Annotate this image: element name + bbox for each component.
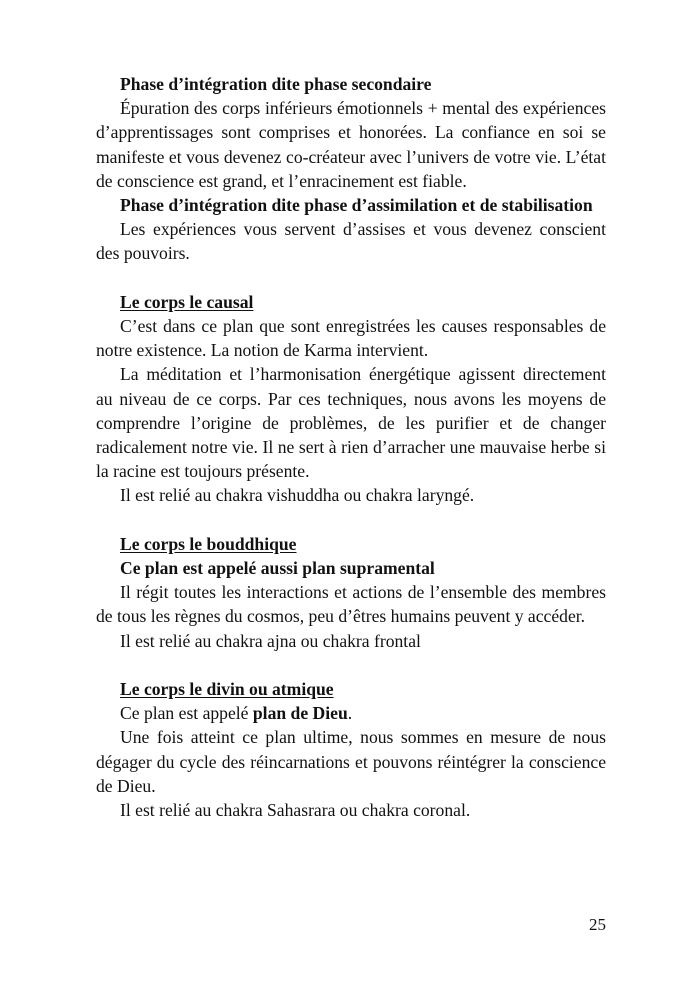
heading-assimilation-phase: Phase d’intégration dite phase d’assimilation et de stabilisation <box>120 195 593 216</box>
divine-text-prefix: Ce plan est appelé <box>120 703 253 724</box>
paragraph-divine-3: Il est relié au chakra Sahasrara ou chakra coronal. <box>120 800 471 821</box>
subheading-buddhic-body: Ce plan est appelé aussi plan supramental <box>120 558 435 579</box>
spacer <box>96 508 606 532</box>
heading-causal-body: Le corps le causal <box>120 291 254 312</box>
divine-text-bold: plan de Dieu <box>252 703 348 724</box>
spacer <box>96 653 606 677</box>
paragraph-buddhic-2: Il est relié au chakra ajna ou chakra frontal <box>120 630 421 651</box>
paragraph-causal-3: Il est relié au chakra vishuddha ou chakra laryngé. <box>120 485 475 506</box>
heading-secondary-phase: Phase d’intégration dite phase secondaire <box>120 74 432 94</box>
paragraph-divine-2: Une fois atteint ce plan ultime, nous sommes en mesure de nous dégager du cycle des réincarnations et pouvons réintégrer la conscience de Dieu. <box>96 727 606 796</box>
page-body <box>96 72 606 822</box>
heading-buddhic-body: Le corps le bouddhique <box>120 533 297 554</box>
divine-text-suffix: . <box>347 703 353 724</box>
paragraph-causal-2: La méditation et l’harmonisation énergétique agissent directement au niveau de ce corps. Par ces techniques, nous avons les moyens de comprendre l’origine de problèmes, de les purifier et de changer radicalement notre vie. Il ne sert à rien d’arracher une mauvaise herbe si la racine est toujours présente. <box>96 364 606 482</box>
paragraph-divine-1 <box>96 701 606 725</box>
heading-divine-body: Le corps le divin ou atmique <box>120 679 334 700</box>
paragraph-secondary-phase: Épuration des corps inférieurs émotionnels + mental des expériences d’apprentissages sont comprises et honorées. La confiance en soi se manifeste et vous devenez co-créateur avec l’univers de votre vie. L’état de conscience est grand, et l’enracinement est fiable. <box>96 98 606 191</box>
paragraph-assimilation-phase: Les expériences vous servent d’assises et vous devenez conscient des pouvoirs. <box>96 219 606 264</box>
spacer <box>96 266 606 290</box>
page-number: 25 <box>589 915 606 934</box>
paragraph-buddhic-1: Il régit toutes les interactions et actions de l’ensemble des membres de tous les règnes du cosmos, peu d’êtres humains peuvent y accéder. <box>96 582 606 627</box>
paragraph-causal-1: C’est dans ce plan que sont enregistrées les causes responsables de notre existence. La notion de Karma intervient. <box>96 316 606 361</box>
